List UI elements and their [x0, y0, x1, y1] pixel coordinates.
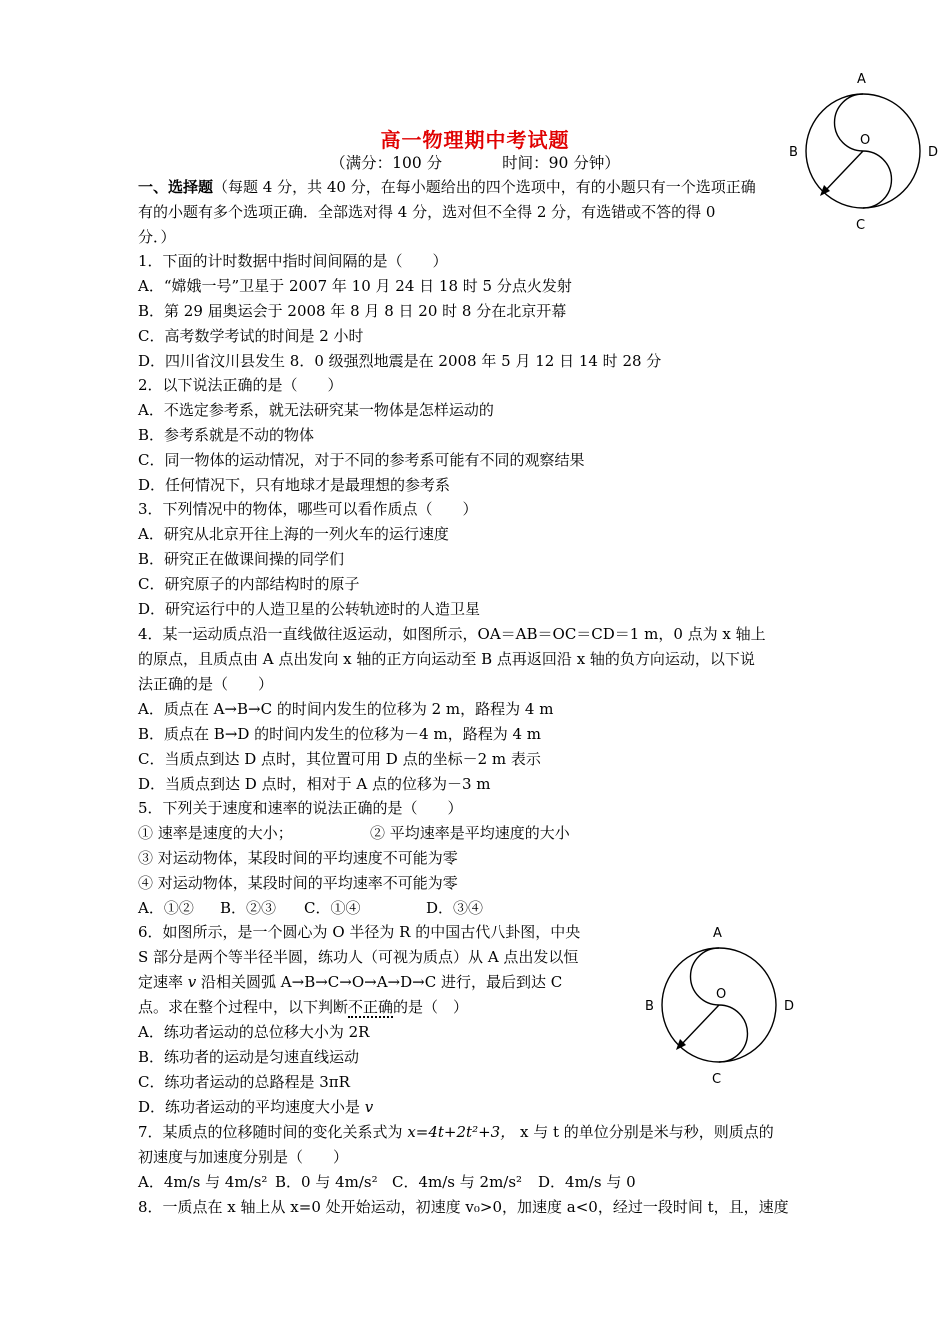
q6-stem-line-4: [138, 997, 468, 1017]
q7-formula: x=4t+2t²+3，: [407, 1123, 516, 1141]
section-intro-line-3: 分．）: [138, 228, 176, 246]
q6-label-c: C: [712, 1072, 722, 1087]
q8-stem: 8．一质点在 x 轴上从 x=0 处开始运动，初速度 v₀>0，加速度 a<0，经过一段时间 t，且，速度: [138, 1198, 789, 1216]
q4-option-a: A．质点在 A→B→C 的时间内发生的位移为 2 m，路程为 4 m: [138, 700, 554, 718]
q6-stem-4-end: 的是（ ）: [393, 998, 469, 1016]
section-intro-line-2: 有的小题有多个选项正确．全部选对得 4 分，选对但不全得 2 分，有选错或不答的得 0: [138, 203, 716, 221]
q6-option-d-v: v: [364, 1098, 374, 1116]
q5-option-b: B．②③: [220, 899, 277, 917]
q3-stem: 3．下列情况中的物体，哪些可以看作质点（ ）: [138, 500, 478, 518]
q6-label-b: B: [645, 999, 654, 1014]
q6-velocity-symbol: v: [187, 973, 197, 991]
q2-option-c: C．同一物体的运动情况，对于不同的参考系可能有不同的观察结果: [138, 451, 585, 469]
q6-stem-line-3: [138, 972, 562, 992]
q4-stem-line-3: 法正确的是（ ）: [138, 675, 274, 693]
q2-option-d: D．任何情况下，只有地球才是最理想的参考系: [138, 476, 451, 494]
q7-stem-line-2: 初速度与加速度分别是（ ）: [138, 1148, 349, 1166]
q5-statement-3: ③ 对运动物体，某段时间的平均速度不可能为零: [138, 849, 458, 867]
q4-option-c: C．当质点到达 D 点时，其位置可用 D 点的坐标－2 m 表示: [138, 750, 541, 768]
label-d: D: [928, 145, 939, 160]
q1-option-d: D．四川省汶川县发生 8．0 级强烈地震是在 2008 年 5 月 12 日 14 时 28 分: [138, 352, 662, 370]
q5-statement-4: ④ 对运动物体，某段时间的平均速率不可能为零: [138, 874, 458, 892]
q6-label-d: D: [784, 999, 795, 1014]
exam-time: 时间：90 分钟）: [502, 154, 620, 172]
q2-option-a: A．不选定参考系，就无法研究某一物体是怎样运动的: [138, 401, 494, 419]
q7-stem-line-1: [138, 1122, 774, 1142]
q5-option-a: A．①②: [138, 899, 194, 917]
bagua-diagram-q6: [636, 918, 806, 1090]
q4-option-b: B．质点在 B→D 的时间内发生的位移为－4 m，路程为 4 m: [138, 725, 542, 743]
q7-option-d: D．4m/s 与 0: [538, 1173, 636, 1191]
q2-stem: 2．以下说法正确的是（ ）: [138, 376, 343, 394]
section-intro-line-1: [138, 177, 756, 197]
q3-option-b: B．研究正在做课间操的同学们: [138, 550, 345, 568]
q5-option-c: C．①④: [304, 899, 361, 917]
q6-option-c: C．练功者运动的总路程是 3πR: [138, 1073, 350, 1091]
q5-statement-1: ① 速率是速度的大小；: [138, 824, 293, 842]
q6-stem-3-start: 定速率: [138, 973, 188, 991]
q7-stem-end: x 与 t 的单位分别是米与秒，则质点的: [515, 1123, 774, 1141]
q7-option-b: B．0 与 4m/s²: [275, 1173, 378, 1191]
label-b: B: [789, 145, 798, 160]
q1-option-a: A．“嫦娥一号”卫星于 2007 年 10 月 24 日 18 时 5 分点火发射: [138, 277, 572, 295]
exam-title: 高一物理期中考试题: [380, 128, 570, 152]
q6-stem-line-2: S 部分是两个等半径半圆，练功人（可视为质点）从 A 点出发以恒: [138, 948, 579, 966]
q1-option-c: C．高考数学考试的时间是 2 小时: [138, 327, 364, 345]
q5-option-d: D．③④: [426, 899, 484, 917]
label-c: C: [856, 218, 866, 233]
q3-option-a: A．研究从北京开往上海的一列火车的运行速度: [138, 525, 449, 543]
q6-stem-4-start: 点。求在整个过程中，以下判断: [138, 998, 349, 1016]
section-intro-text: （每题 4 分，共 40 分，在每小题给出的四个选项中，有的小题只有一个选项正确: [213, 178, 756, 196]
q6-label-a: A: [713, 926, 722, 941]
q6-option-d: [138, 1097, 373, 1117]
full-score: （满分：100 分: [330, 154, 443, 172]
q6-emphasis-incorrect: 不正确: [348, 998, 394, 1016]
q7-stem-start: 7．某质点的位移随时间的变化关系式为: [138, 1123, 408, 1141]
q6-stem-line-1: 6．如图所示，是一个圆心为 O 半径为 R 的中国古代八卦图，中央: [138, 923, 581, 941]
q6-option-d-text: D．练功者运动的平均速度大小是: [138, 1098, 365, 1116]
q6-diagram-radius-arrow: [680, 1005, 719, 1046]
label-o: O: [860, 133, 871, 148]
q7-option-c: C．4m/s 与 2m/s²: [392, 1173, 523, 1191]
q2-option-b: B．参考系就是不动的物体: [138, 426, 315, 444]
q6-label-o: O: [716, 987, 727, 1002]
q6-stem-3-end: 沿相关圆弧 A→B→C→O→A→D→C 进行，最后到达 C: [196, 973, 563, 991]
q4-stem-line-2: 的原点，且质点由 A 点出发向 x 轴的正方向运动至 B 点再返回沿 x 轴的负方向运动，以下说: [138, 650, 755, 668]
q7-option-a: A．4m/s 与 4m/s²: [138, 1173, 268, 1191]
exam-subtitle: [0, 151, 950, 173]
q6-option-a: A．练功者运动的总位移大小为 2R: [138, 1023, 370, 1041]
q5-statement-2: ② 平均速率是平均速度的大小: [370, 824, 570, 842]
label-a: A: [857, 72, 866, 87]
q3-option-c: C．研究原子的内部结构时的原子: [138, 575, 360, 593]
section-heading: 一、选择题: [138, 178, 214, 196]
q1-stem: 1．下面的计时数据中指时间间隔的是（ ）: [138, 252, 448, 270]
q4-stem-line-1: 4．某一运动质点沿一直线做往返运动，如图所示，OA＝AB＝OC＝CD＝1 m，0 点为 x 轴上: [138, 625, 766, 643]
q6-option-b: B．练功者的运动是匀速直线运动: [138, 1048, 360, 1066]
q4-option-d: D．当质点到达 D 点时，相对于 A 点的位移为－3 m: [138, 775, 491, 793]
q3-option-d: D．研究运行中的人造卫星的公转轨迹时的人造卫星: [138, 600, 481, 618]
q1-option-b: B．第 29 届奥运会于 2008 年 8 月 8 日 20 时 8 分在北京开幕: [138, 302, 567, 320]
q5-stem: 5．下列关于速度和速率的说法正确的是（ ）: [138, 799, 463, 817]
